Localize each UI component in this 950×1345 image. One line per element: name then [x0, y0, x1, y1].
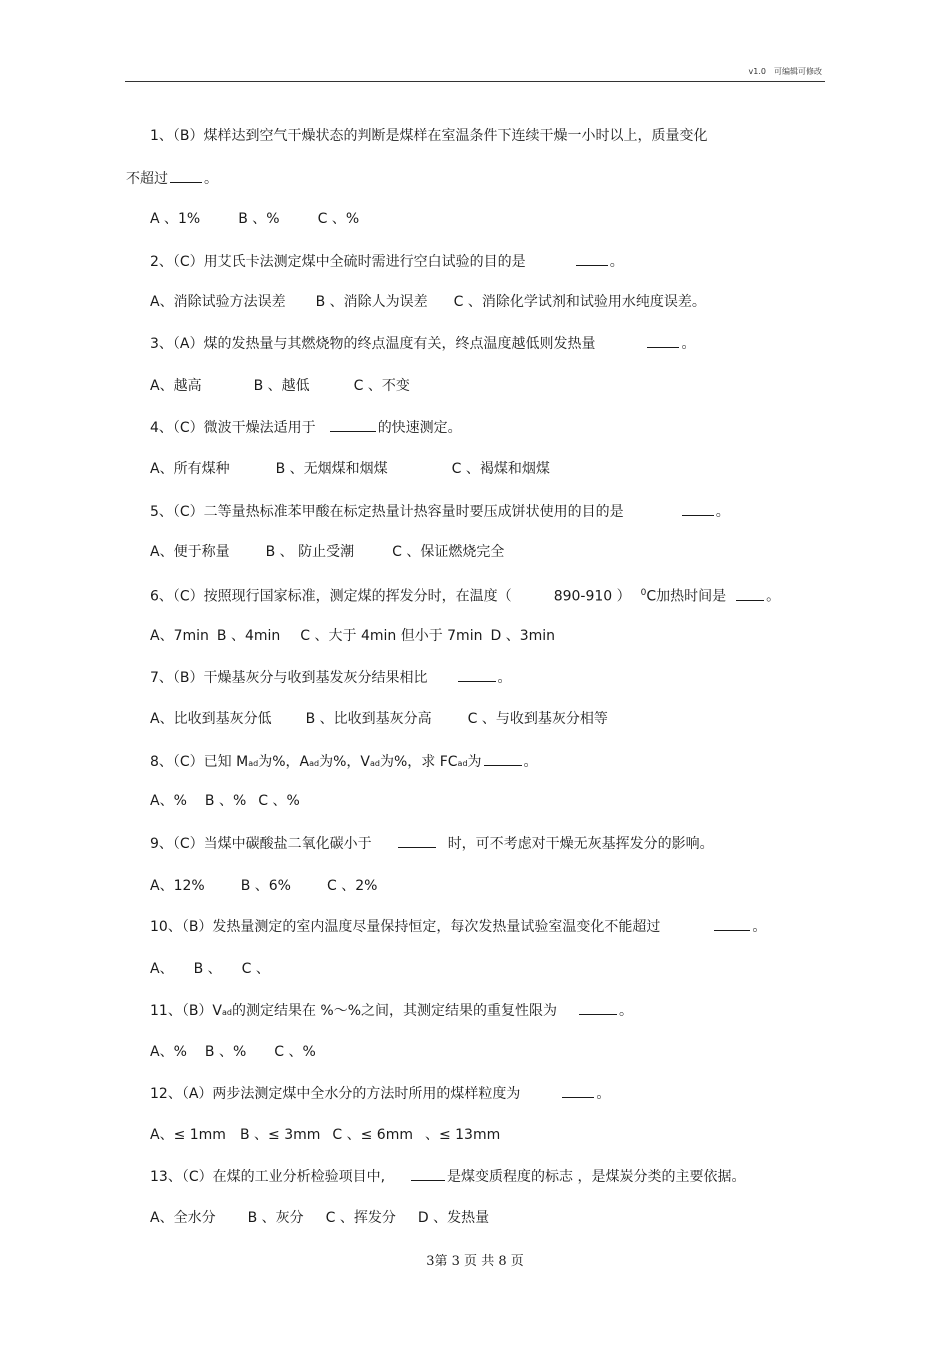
option-b: B 、越低 [253, 378, 310, 394]
option-b: B 、% [238, 211, 280, 227]
option-c: C 、保证燃烧完全 [392, 544, 505, 560]
question-5-stem: 5、（C）二等量热标准苯甲酸在标定热量计热容量时要压成饼状使用的目的是 。 [150, 504, 730, 520]
option-c: C 、褐煤和烟煤 [451, 461, 550, 477]
header-rule [125, 81, 825, 82]
question-3-options [150, 377, 410, 395]
question-1-options [150, 210, 359, 228]
header-version: v1.0 可编辑可修改 [748, 67, 822, 76]
question-5-options [150, 543, 504, 561]
option-c: C 、2% [326, 878, 378, 894]
question-3-stem: 3、（A）煤的发热量与其燃烧物的终点温度有关，终点温度越低则发热量 。 [150, 336, 696, 352]
answer-blank[interactable] [576, 252, 608, 266]
option-d: D 、3min [490, 628, 556, 644]
option-a: A、所有煤种 [150, 461, 230, 477]
answer-blank[interactable] [330, 418, 376, 432]
option-c: C 、消除化学试剂和试验用水纯度误差。 [453, 294, 706, 310]
answer-blank[interactable] [484, 752, 522, 766]
question-9-options [150, 877, 377, 895]
option-a: A、% [150, 793, 187, 809]
answer-blank[interactable] [579, 1001, 617, 1015]
option-c: C 、% [317, 211, 360, 227]
option-a: A、便于称量 [150, 544, 230, 560]
option-a: A、全水分 [150, 1210, 216, 1226]
answer-blank[interactable] [736, 587, 764, 601]
option-b: B 、 防止受潮 [265, 544, 355, 560]
option-b: B 、% [204, 793, 247, 809]
question-11-stem: 11、（B）Vad的测定结果在 %～%之间，其测定结果的重复性限为 。 [150, 1003, 634, 1019]
option-b: B 、消除人为误差 [315, 294, 428, 310]
option-b: B 、灰分 [247, 1210, 304, 1226]
option-b: B 、≤ 3mm [239, 1127, 321, 1143]
answer-blank[interactable] [398, 834, 436, 848]
question-1-stem-cont: 不超过 。 [126, 171, 218, 187]
option-a: A、12% [150, 878, 205, 894]
answer-blank[interactable] [458, 668, 496, 682]
option-a: A、≤ 1mm [150, 1127, 226, 1143]
question-10-stem: 10、（B）发热量测定的室内温度尽量保持恒定，每次发热量试验室温变化不能超过 。 [150, 919, 767, 935]
option-a: A、 [150, 961, 174, 977]
question-13-options [150, 1209, 489, 1227]
option-a: A、% [150, 1044, 187, 1060]
question-10-options [150, 960, 270, 978]
option-c: C 、与收到基灰分相等 [467, 711, 608, 727]
question-9-stem: 9、（C）当煤中碳酸盐二氧化碳小于 时，可不考虑对干燥无灰基挥发分的影响。 [150, 836, 714, 852]
question-2-stem: 2、（C）用艾氏卡法测定煤中全硫时需进行空白试验的目的是 。 [150, 254, 624, 270]
question-13-stem: 13、（C）在煤的工业分析检验项目中, 是煤变质程度的标志 ，是煤炭分类的主要依据。 [150, 1169, 746, 1185]
question-12-options [150, 1126, 500, 1144]
option-c: C 、% [274, 1044, 316, 1060]
question-8-stem: 8、（C）已知 Mad为%，Aad为%，Vad为%，求 FCad为 。 [150, 754, 538, 770]
option-c: C 、不变 [353, 378, 410, 394]
question-2-options [150, 293, 706, 311]
question-12-stem: 12、（A）两步法测定煤中全水分的方法时所用的煤样粒度为 。 [150, 1086, 611, 1102]
option-a: A、越高 [150, 378, 202, 394]
question-1-stem: 1、（B）煤样达到空气干燥状态的判断是煤样在室温条件下连续干燥一小时以上，质量变化 [150, 128, 708, 144]
option-d: D 、发热量 [417, 1210, 490, 1226]
option-b: B 、比收到基灰分高 [305, 711, 432, 727]
degree-sign: 0 [640, 588, 647, 598]
option-a: A、7min [150, 628, 209, 644]
option-c: C 、 [241, 961, 270, 977]
option-d: 、≤ 13mm [424, 1127, 501, 1143]
answer-blank[interactable] [562, 1084, 594, 1098]
answer-blank[interactable] [170, 169, 202, 183]
option-b: B 、4min [216, 628, 281, 644]
question-6-options [150, 627, 555, 645]
question-6-stem: 6、（C）按照现行国家标准，测定煤的挥发分时，在温度（ 890-910 ） $^0$C加热时间是 。 [150, 588, 781, 605]
answer-blank[interactable] [714, 917, 750, 931]
answer-blank[interactable] [411, 1167, 445, 1181]
option-a: A、比收到基灰分低 [150, 711, 272, 727]
question-7-options [150, 710, 608, 728]
page-number: 3第 3 页 共 8 页 [426, 1254, 524, 1269]
question-11-options [150, 1043, 316, 1061]
option-c: C 、挥发分 [325, 1210, 396, 1226]
option-c: C 、≤ 6mm [332, 1127, 413, 1143]
option-a: A 、1% [150, 211, 201, 227]
option-c: C 、% [258, 793, 300, 809]
option-b: B 、 [193, 961, 222, 977]
question-4-stem: 4、（C）微波干燥法适用于 的快速测定。 [150, 420, 462, 436]
option-a: A、消除试验方法误差 [150, 294, 286, 310]
question-4-options [150, 460, 550, 478]
option-b: B 、无烟煤和烟煤 [275, 461, 388, 477]
question-8-options [150, 792, 300, 810]
option-b: B 、% [204, 1044, 247, 1060]
answer-blank[interactable] [647, 334, 679, 348]
option-b: B 、6% [240, 878, 291, 894]
option-c: C 、大于 4min 但小于 7min [300, 628, 483, 644]
question-7-stem: 7、（B）干燥基灰分与收到基发灰分结果相比 。 [150, 670, 512, 686]
answer-blank[interactable] [682, 502, 714, 516]
